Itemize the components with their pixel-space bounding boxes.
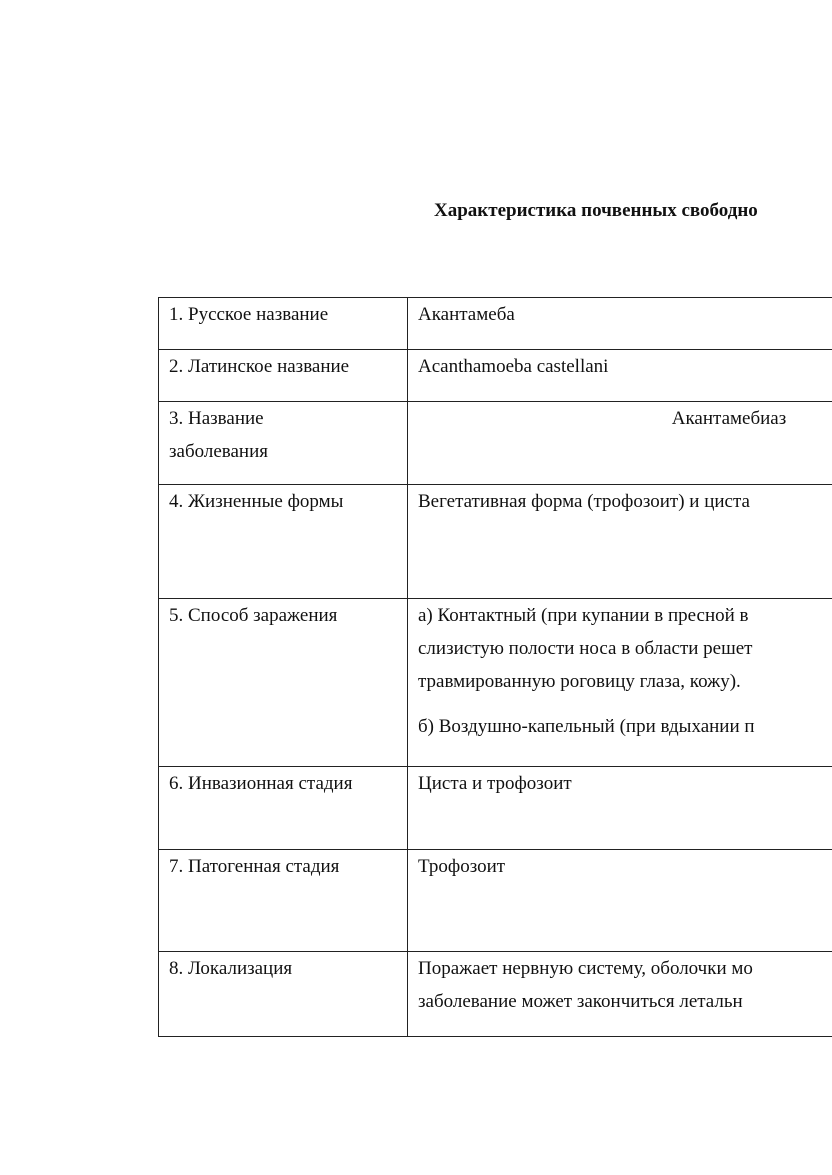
row-label-cell xyxy=(159,298,408,350)
life-forms-label: 4. Жизненные формы xyxy=(169,491,344,512)
row-value-cell xyxy=(408,298,832,350)
row-label-cell xyxy=(159,767,408,850)
pathogenic-stage-label: 7. Патогенная стадия xyxy=(169,856,340,877)
localization-label: 8. Локализация xyxy=(169,958,293,979)
table-row xyxy=(159,402,832,485)
russian-name-label: 1. Русское название xyxy=(169,304,329,325)
life-forms-value: Вегетативная форма (трофозоит) и циста xyxy=(418,491,750,512)
table-row xyxy=(159,850,832,952)
row-value-cell xyxy=(408,599,832,767)
row-label-cell xyxy=(159,599,408,767)
table-row xyxy=(159,599,832,767)
invasive-stage-label: 6. Инвазионная стадия xyxy=(169,773,353,794)
infection-method-line: а) Контактный (при купании в пресной в xyxy=(418,605,749,626)
localization-line: заболевание может закончиться летальн xyxy=(418,991,743,1012)
disease-name-value: Акантамебиаз xyxy=(671,408,787,429)
row-label-cell xyxy=(159,952,408,1037)
infection-method-label: 5. Способ заражения xyxy=(169,605,338,626)
row-value-cell xyxy=(408,767,832,850)
row-value-cell xyxy=(408,952,832,1037)
page-title: Характеристика почвенных свободно xyxy=(434,200,758,221)
table-row xyxy=(159,485,832,599)
latin-name-label: 2. Латинское название xyxy=(169,356,350,377)
infection-method-line: б) Воздушно-капельный (при вдыхании п xyxy=(418,716,755,737)
row-label-cell xyxy=(159,402,408,485)
row-label-cell xyxy=(159,350,408,402)
row-label-cell xyxy=(159,850,408,952)
disease-name-label: 3. Название заболевания xyxy=(169,408,268,462)
localization-line: Поражает нервную систему, оболочки мо xyxy=(418,958,753,979)
pathogenic-stage-value: Трофозоит xyxy=(418,856,506,877)
row-label-cell xyxy=(159,485,408,599)
infection-method-line: травмированную роговицу глаза, кожу). xyxy=(418,671,741,692)
row-value-cell xyxy=(408,485,832,599)
row-value-cell xyxy=(408,350,832,402)
table-row xyxy=(159,767,832,850)
table-row xyxy=(159,350,832,402)
table-row xyxy=(159,298,832,350)
row-value-cell xyxy=(408,402,832,485)
invasive-stage-value: Циста и трофозоит xyxy=(418,773,572,794)
localization-value xyxy=(418,952,832,1018)
infection-method-line: слизистую полости носа в области решет xyxy=(418,638,753,659)
table-row xyxy=(159,952,832,1037)
russian-name-value: Акантамеба xyxy=(418,304,515,325)
row-value-cell xyxy=(408,850,832,952)
characteristics-table xyxy=(158,297,832,1037)
latin-name-value: Acanthamoeba castellani xyxy=(418,356,609,377)
infection-method-value xyxy=(418,599,832,743)
characteristics-table-wrapper xyxy=(158,297,832,1037)
